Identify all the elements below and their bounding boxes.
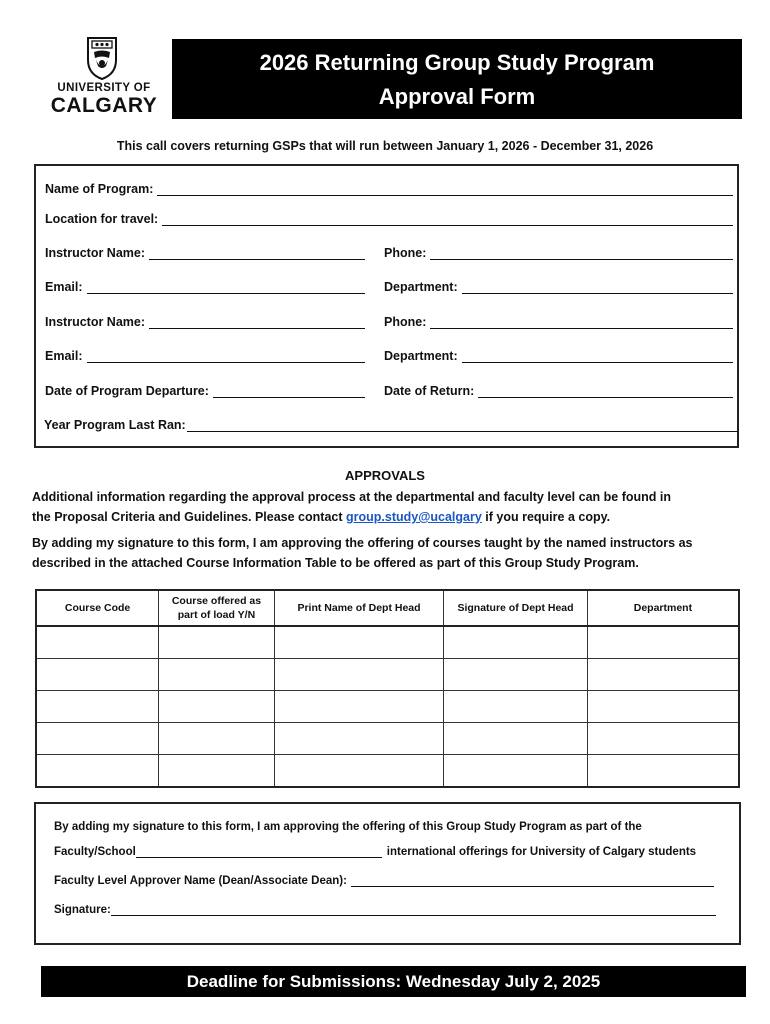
departure-date-field[interactable]	[45, 384, 365, 398]
table-cell[interactable]	[587, 691, 739, 723]
phone-2-field[interactable]	[384, 315, 733, 329]
email-1-line[interactable]	[87, 281, 365, 294]
approvals-heading: APPROVALS	[345, 468, 425, 483]
name-of-program-line[interactable]	[157, 183, 733, 196]
logo-line-calgary: CALGARY	[50, 94, 158, 117]
instructor-name-2-field[interactable]	[45, 315, 365, 329]
header-course-offered: Course offered as part of load Y/N	[159, 590, 275, 626]
email-1-label: Email:	[45, 280, 83, 294]
department-1-field[interactable]	[384, 280, 733, 294]
instructor-name-2-line[interactable]	[149, 316, 365, 329]
table-cell[interactable]	[159, 626, 275, 659]
table-cell[interactable]	[587, 626, 739, 659]
table-cell[interactable]	[36, 723, 159, 755]
table-cell[interactable]	[444, 723, 588, 755]
table-cell[interactable]	[274, 626, 443, 659]
instructor-name-1-field[interactable]	[45, 246, 365, 260]
signature-field[interactable]	[54, 904, 716, 916]
table-cell[interactable]	[444, 691, 588, 723]
form-title-line2: Approval Form	[378, 84, 536, 109]
signature-consent-paragraph	[32, 533, 742, 573]
location-label: Location for travel:	[45, 212, 159, 226]
return-date-field[interactable]	[384, 384, 733, 398]
location-line[interactable]	[162, 213, 733, 226]
year-last-ran-line[interactable]	[187, 419, 738, 432]
department-2-line[interactable]	[462, 350, 733, 363]
faculty-school-field[interactable]	[54, 846, 696, 858]
departure-date-line[interactable]	[213, 385, 365, 398]
name-of-program-field[interactable]	[45, 182, 733, 196]
approver-name-label: Faculty Level Approver Name (Dean/Associate Dean):	[54, 875, 347, 887]
intro-text: This call covers returning GSPs that will run between January 1, 2026 - December 31, 2026	[116, 139, 654, 153]
signature-consent-line2: described in the attached Course Information Table to be offered as part of this Group Study Program.	[32, 556, 639, 570]
faculty-school-line[interactable]	[136, 846, 382, 858]
signature-label: Signature:	[54, 904, 111, 916]
logo-line-university: UNIVERSITY OF	[57, 82, 151, 94]
table-cell[interactable]	[274, 691, 443, 723]
email-2-line[interactable]	[87, 350, 365, 363]
university-logo	[48, 36, 160, 118]
phone-1-field[interactable]	[384, 246, 733, 260]
header-course-code: Course Code	[36, 590, 159, 626]
table-row	[36, 691, 739, 723]
approver-name-line[interactable]	[351, 875, 714, 887]
header-print-name: Print Name of Dept Head	[274, 590, 443, 626]
group-study-email-link[interactable]: group.study@ucalgary	[345, 510, 482, 524]
approver-name-field[interactable]	[54, 875, 714, 887]
table-cell[interactable]	[159, 691, 275, 723]
signature-line[interactable]	[111, 904, 716, 916]
table-cell[interactable]	[274, 723, 443, 755]
table-cell[interactable]	[36, 755, 159, 788]
faculty-statement: By adding my signature to this form, I am approving the offering of this Group Study Program as part of the	[54, 821, 642, 833]
department-approval-table	[35, 589, 740, 788]
return-date-line[interactable]	[478, 385, 733, 398]
department-1-line[interactable]	[462, 281, 733, 294]
faculty-school-label: Faculty/School	[54, 846, 136, 858]
email-1-field[interactable]	[45, 280, 365, 294]
table-cell[interactable]	[444, 755, 588, 788]
approvals-info-line1: Additional information regarding the approval process at the departmental and faculty level can be found in	[32, 490, 671, 504]
form-title-line1: 2026 Returning Group Study Program	[259, 50, 655, 75]
table-cell[interactable]	[587, 723, 739, 755]
table-cell[interactable]	[274, 659, 443, 691]
header-signature: Signature of Dept Head	[444, 590, 588, 626]
department-2-label: Department:	[384, 349, 458, 363]
phone-2-label: Phone:	[384, 315, 427, 329]
email-2-label: Email:	[45, 349, 83, 363]
table-cell[interactable]	[444, 626, 588, 659]
email-2-field[interactable]	[45, 349, 365, 363]
international-offerings-text: international offerings for University of Calgary students	[386, 846, 697, 858]
faculty-approval-box	[34, 802, 741, 945]
approvals-info-line2-post: if you require a copy.	[481, 510, 611, 524]
year-last-ran-field[interactable]	[44, 418, 738, 432]
year-last-ran-label: Year Program Last Ran:	[44, 418, 186, 432]
phone-1-line[interactable]	[430, 247, 733, 260]
location-field[interactable]	[45, 212, 733, 226]
instructor-name-1-label: Instructor Name:	[45, 246, 146, 260]
instructor-name-1-line[interactable]	[149, 247, 365, 260]
table-row	[36, 659, 739, 691]
instructor-name-2-label: Instructor Name:	[45, 315, 146, 329]
deadline-banner: Deadline for Submissions: Wednesday July 2, 2025	[41, 966, 746, 997]
table-row	[36, 723, 739, 755]
table-cell[interactable]	[36, 626, 159, 659]
table-header-row	[36, 590, 739, 626]
name-of-program-label: Name of Program:	[45, 182, 154, 196]
approvals-info-line2	[32, 507, 742, 527]
signature-consent-line1: By adding my signature to this form, I am approving the offering of courses taught by the named instructors as	[32, 536, 693, 550]
table-cell[interactable]	[159, 659, 275, 691]
header-department: Department	[587, 590, 739, 626]
department-1-label: Department:	[384, 280, 458, 294]
table-cell[interactable]	[274, 755, 443, 788]
table-cell[interactable]	[444, 659, 588, 691]
table-cell[interactable]	[587, 755, 739, 788]
table-cell[interactable]	[36, 659, 159, 691]
approvals-info-paragraph	[32, 487, 742, 527]
table-cell[interactable]	[159, 723, 275, 755]
phone-1-label: Phone:	[384, 246, 427, 260]
departure-date-label: Date of Program Departure:	[45, 384, 209, 398]
phone-2-line[interactable]	[430, 316, 733, 329]
table-cell[interactable]	[36, 691, 159, 723]
return-date-label: Date of Return:	[384, 384, 475, 398]
program-info-box	[34, 164, 739, 448]
table-cell[interactable]	[587, 659, 739, 691]
table-row	[36, 626, 739, 659]
table-cell[interactable]	[159, 755, 275, 788]
title-banner	[172, 39, 742, 119]
university-crest-icon	[84, 36, 120, 80]
table-row	[36, 755, 739, 788]
approvals-info-line2-pre: the Proposal Criteria and Guidelines. Please contact	[32, 510, 346, 524]
department-2-field[interactable]	[384, 349, 733, 363]
